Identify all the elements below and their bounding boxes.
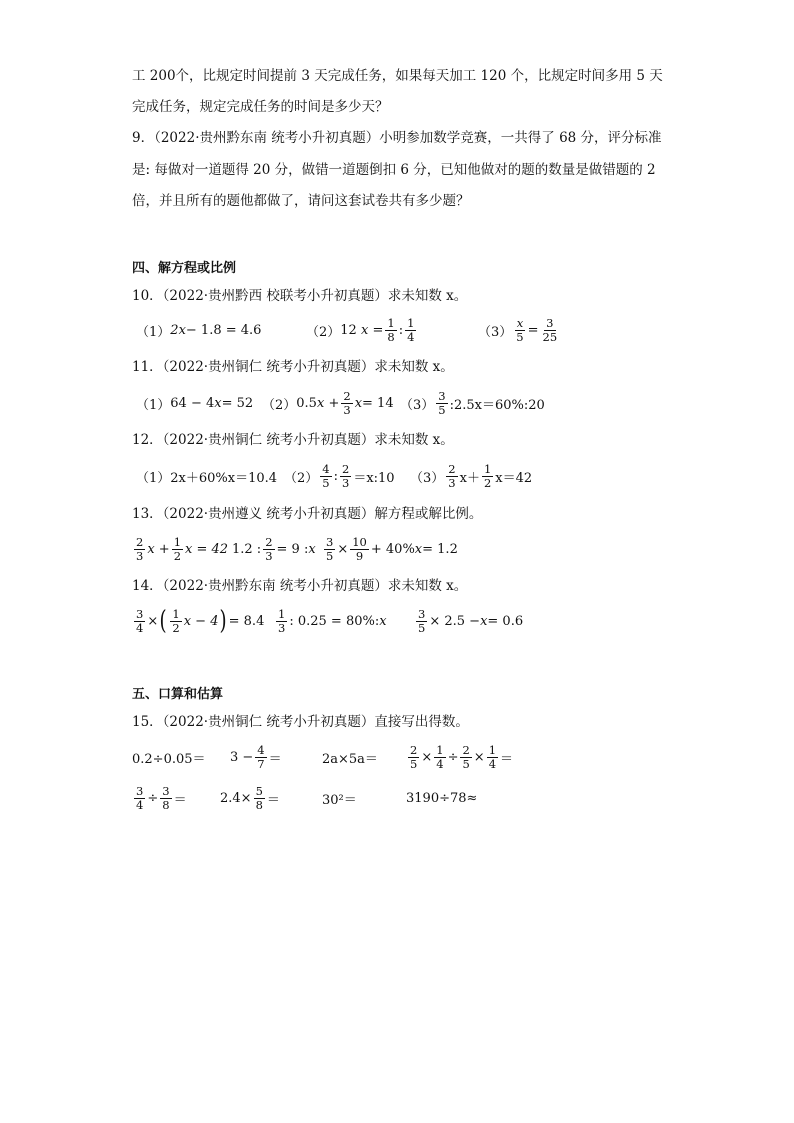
fraction: $\frac{3}{8}$ xyxy=(162,783,170,812)
q13-eq2 xyxy=(232,531,316,567)
eq-term: 64 − 4 xyxy=(170,395,215,411)
eq-rest: : 0.25 = 80%: xyxy=(289,613,380,629)
fraction: $\frac{2}{3}$ xyxy=(265,534,273,563)
fraction: $\frac{3}{4}$ xyxy=(136,783,144,812)
eq-rest: = 0.6 xyxy=(487,613,524,629)
eq-label: （1） xyxy=(136,470,171,486)
eq-label: （2） xyxy=(306,324,341,340)
fraction: $\frac{1}{4}$ xyxy=(436,742,444,771)
var-x: x xyxy=(414,541,423,557)
fraction: $\frac{2}{3}$ xyxy=(136,534,144,563)
eq-rest: :2.5x＝60%:20 xyxy=(449,397,545,413)
fraction: $\frac{3}{5}$ xyxy=(418,606,426,635)
eq-rest: x＝42 xyxy=(495,470,533,486)
q12-eq2 xyxy=(284,458,395,494)
var-x: x xyxy=(360,322,369,338)
q14-eq2 xyxy=(274,603,387,639)
q11-title: 11．（2022·贵州铜仁 统考小升初真题）求未知数 x。 xyxy=(132,359,454,375)
q12-eq1 xyxy=(136,458,277,494)
fraction: $\frac{2}{5}$ xyxy=(462,742,470,771)
q10-eq2 xyxy=(306,312,418,348)
var-x: x xyxy=(308,541,316,557)
q15-r1-d xyxy=(406,739,513,775)
q15-r2-b xyxy=(220,780,280,816)
fraction: $\frac{1}{8}$ xyxy=(387,315,395,344)
eq-rest: 0.2÷0.05＝ xyxy=(132,751,206,767)
times-sign: × xyxy=(421,749,433,765)
q11-eq3 xyxy=(400,385,545,421)
var-x: x xyxy=(480,613,488,629)
q15-r1-b xyxy=(230,739,282,775)
fraction: $\frac{1}{4}$ xyxy=(407,315,415,344)
times-sign: × xyxy=(147,613,159,629)
fraction: $\frac{5}{8}$ xyxy=(255,783,263,812)
eq-rest: = 8.4 xyxy=(228,613,265,629)
q13-eq1 xyxy=(132,531,228,567)
left-paren: ( xyxy=(159,606,167,636)
var-x: x xyxy=(316,395,325,411)
eq-term: + 40% xyxy=(370,541,415,557)
q15-r1-a xyxy=(132,739,206,775)
q15-r2-c xyxy=(322,780,357,816)
eq-rest: 3190÷78≈ xyxy=(406,790,478,806)
q9-line-1: 9．（2022·贵州黔东南 统考小升初真题）小明参加数学竞赛，一共得了 68 分，评分标准 xyxy=(132,130,662,146)
eq-label: （3） xyxy=(410,470,445,486)
fraction: $\frac{4}{7}$ xyxy=(257,742,265,771)
fraction: $\frac{2}{5}$ xyxy=(410,742,418,771)
times-sign: × xyxy=(473,749,485,765)
q15-title: 15．（2022·贵州铜仁 统考小升初真题）直接写出得数。 xyxy=(132,714,469,730)
fraction: $\frac{10}{9}$ xyxy=(352,534,367,563)
q15-r2-d xyxy=(406,780,477,816)
plus-sign: + xyxy=(328,395,340,411)
divide-sign: ÷ xyxy=(147,790,159,806)
var-x: x xyxy=(379,613,387,629)
eq-term: 12 xyxy=(340,322,357,338)
q13-title: 13．（2022·贵州遵义 统考小升初真题）解方程或解比例。 xyxy=(132,506,483,522)
equals-sign: ＝ xyxy=(268,751,282,767)
fraction: $\frac{3}{5}$ xyxy=(326,534,334,563)
fraction: $\frac{1}{2}$ xyxy=(173,534,182,563)
ratio-colon: : xyxy=(333,468,338,484)
eq-term: × 2.5 − xyxy=(429,613,481,629)
fraction: $\frac{2}{3}$ xyxy=(342,461,350,490)
eq-label: （3） xyxy=(400,397,435,413)
q14-eq1 xyxy=(132,603,264,639)
fraction: $\frac{4}{5}$ xyxy=(322,461,330,490)
q13-eq3 xyxy=(322,531,458,567)
eq-term: 2.4× xyxy=(220,790,252,806)
eq-rest: ＝x:10 xyxy=(353,470,395,486)
fraction: $\frac{3}{5}$ xyxy=(438,388,446,417)
fraction: $\frac{x}{5}$ xyxy=(516,315,524,344)
fraction: $\frac{1}{3}$ xyxy=(278,606,286,635)
eq-term: x＋ xyxy=(459,470,480,486)
fraction: $\frac{2}{3}$ xyxy=(448,461,456,490)
equals-sign: = xyxy=(527,322,539,338)
fraction: $\frac{1}{4}$ xyxy=(488,742,497,771)
eq-rest: = 14 xyxy=(362,395,394,411)
ratio-colon: : xyxy=(398,322,404,338)
eq-term: x + xyxy=(147,541,170,557)
eq-rest: 30²＝ xyxy=(322,792,357,808)
q11-eq1 xyxy=(136,385,253,421)
q12-eq3 xyxy=(410,458,532,494)
equals-sign: ＝ xyxy=(500,751,514,767)
eq-rest: = 1.2 xyxy=(422,541,458,557)
fraction: $\frac{3}{25}$ xyxy=(542,315,558,344)
fraction: $\frac{2}{3}$ xyxy=(343,388,351,417)
fraction: $\frac{3}{4}$ xyxy=(136,606,144,635)
intro-line-1: 工 200个，比规定时间提前 3 天完成任务，如果每天加工 120 个，比规定时间多用 5 天 xyxy=(132,68,663,84)
eq-rest: 2x＋60%x＝10.4 xyxy=(170,470,278,486)
eq-label: （3） xyxy=(478,324,513,340)
q14-eq3 xyxy=(414,603,523,639)
q10-eq1 xyxy=(136,312,261,348)
eq-term: x − 4 xyxy=(183,613,219,629)
eq-rest: = 9 : xyxy=(276,541,309,557)
fraction: $\frac{1}{2}$ xyxy=(172,606,180,635)
eq-term: 1.2 : xyxy=(232,541,262,557)
q10-title: 10．（2022·贵州黔西 校联考小升初真题）求未知数 x。 xyxy=(132,288,468,304)
eq-term: 2 xyxy=(170,322,179,338)
eq-label: （2） xyxy=(262,397,297,413)
q10-eq3 xyxy=(478,312,561,348)
intro-line-2: 完成任务，规定完成任务的时间是多少天？ xyxy=(132,99,389,115)
var-x: x xyxy=(214,395,222,411)
eq-label: （1） xyxy=(136,397,171,413)
q11-eq2 xyxy=(262,385,394,421)
q15-r1-c xyxy=(322,739,378,775)
q9-line-2: 是: 每做对一道题得 20 分，做错一道题倒扣 6 分，已知他做对的题的数量是做错题的 2 xyxy=(132,162,656,178)
eq-term: 3 − xyxy=(230,749,254,765)
section-4-heading: 四、解方程或比例 xyxy=(132,261,237,276)
equals-sign: = xyxy=(372,322,384,338)
var-x: x xyxy=(354,395,363,411)
q12-title: 12．（2022·贵州铜仁 统考小升初真题）求未知数 x。 xyxy=(132,432,454,448)
eq-rest: 2a×5a＝ xyxy=(322,751,378,767)
eq-rest: − 1.8 = 4.6 xyxy=(185,322,262,338)
var-x: x xyxy=(178,322,186,338)
eq-term: 0.5 xyxy=(296,395,317,411)
divide-sign: ÷ xyxy=(447,749,459,765)
q14-title: 14．（2022·贵州黔东南 统考小升初真题）求未知数 x。 xyxy=(132,578,468,594)
eq-rest: = 52 xyxy=(221,395,254,411)
eq-label: （2） xyxy=(284,470,319,486)
section-5-heading: 五、口算和估算 xyxy=(132,687,224,702)
eq-label: （1） xyxy=(136,324,171,340)
q9-line-3: 倍，并且所有的题他都做了，请问这套试卷共有多少题？ xyxy=(132,193,470,209)
right-paren: ) xyxy=(220,606,228,636)
equals-sign: ＝ xyxy=(173,792,187,808)
q15-r2-a xyxy=(132,780,187,816)
fraction: $\frac{1}{2}$ xyxy=(483,461,492,490)
eq-rest: x = 42 xyxy=(185,541,229,557)
equals-sign: ＝ xyxy=(266,792,280,808)
times-sign: × xyxy=(337,541,349,557)
